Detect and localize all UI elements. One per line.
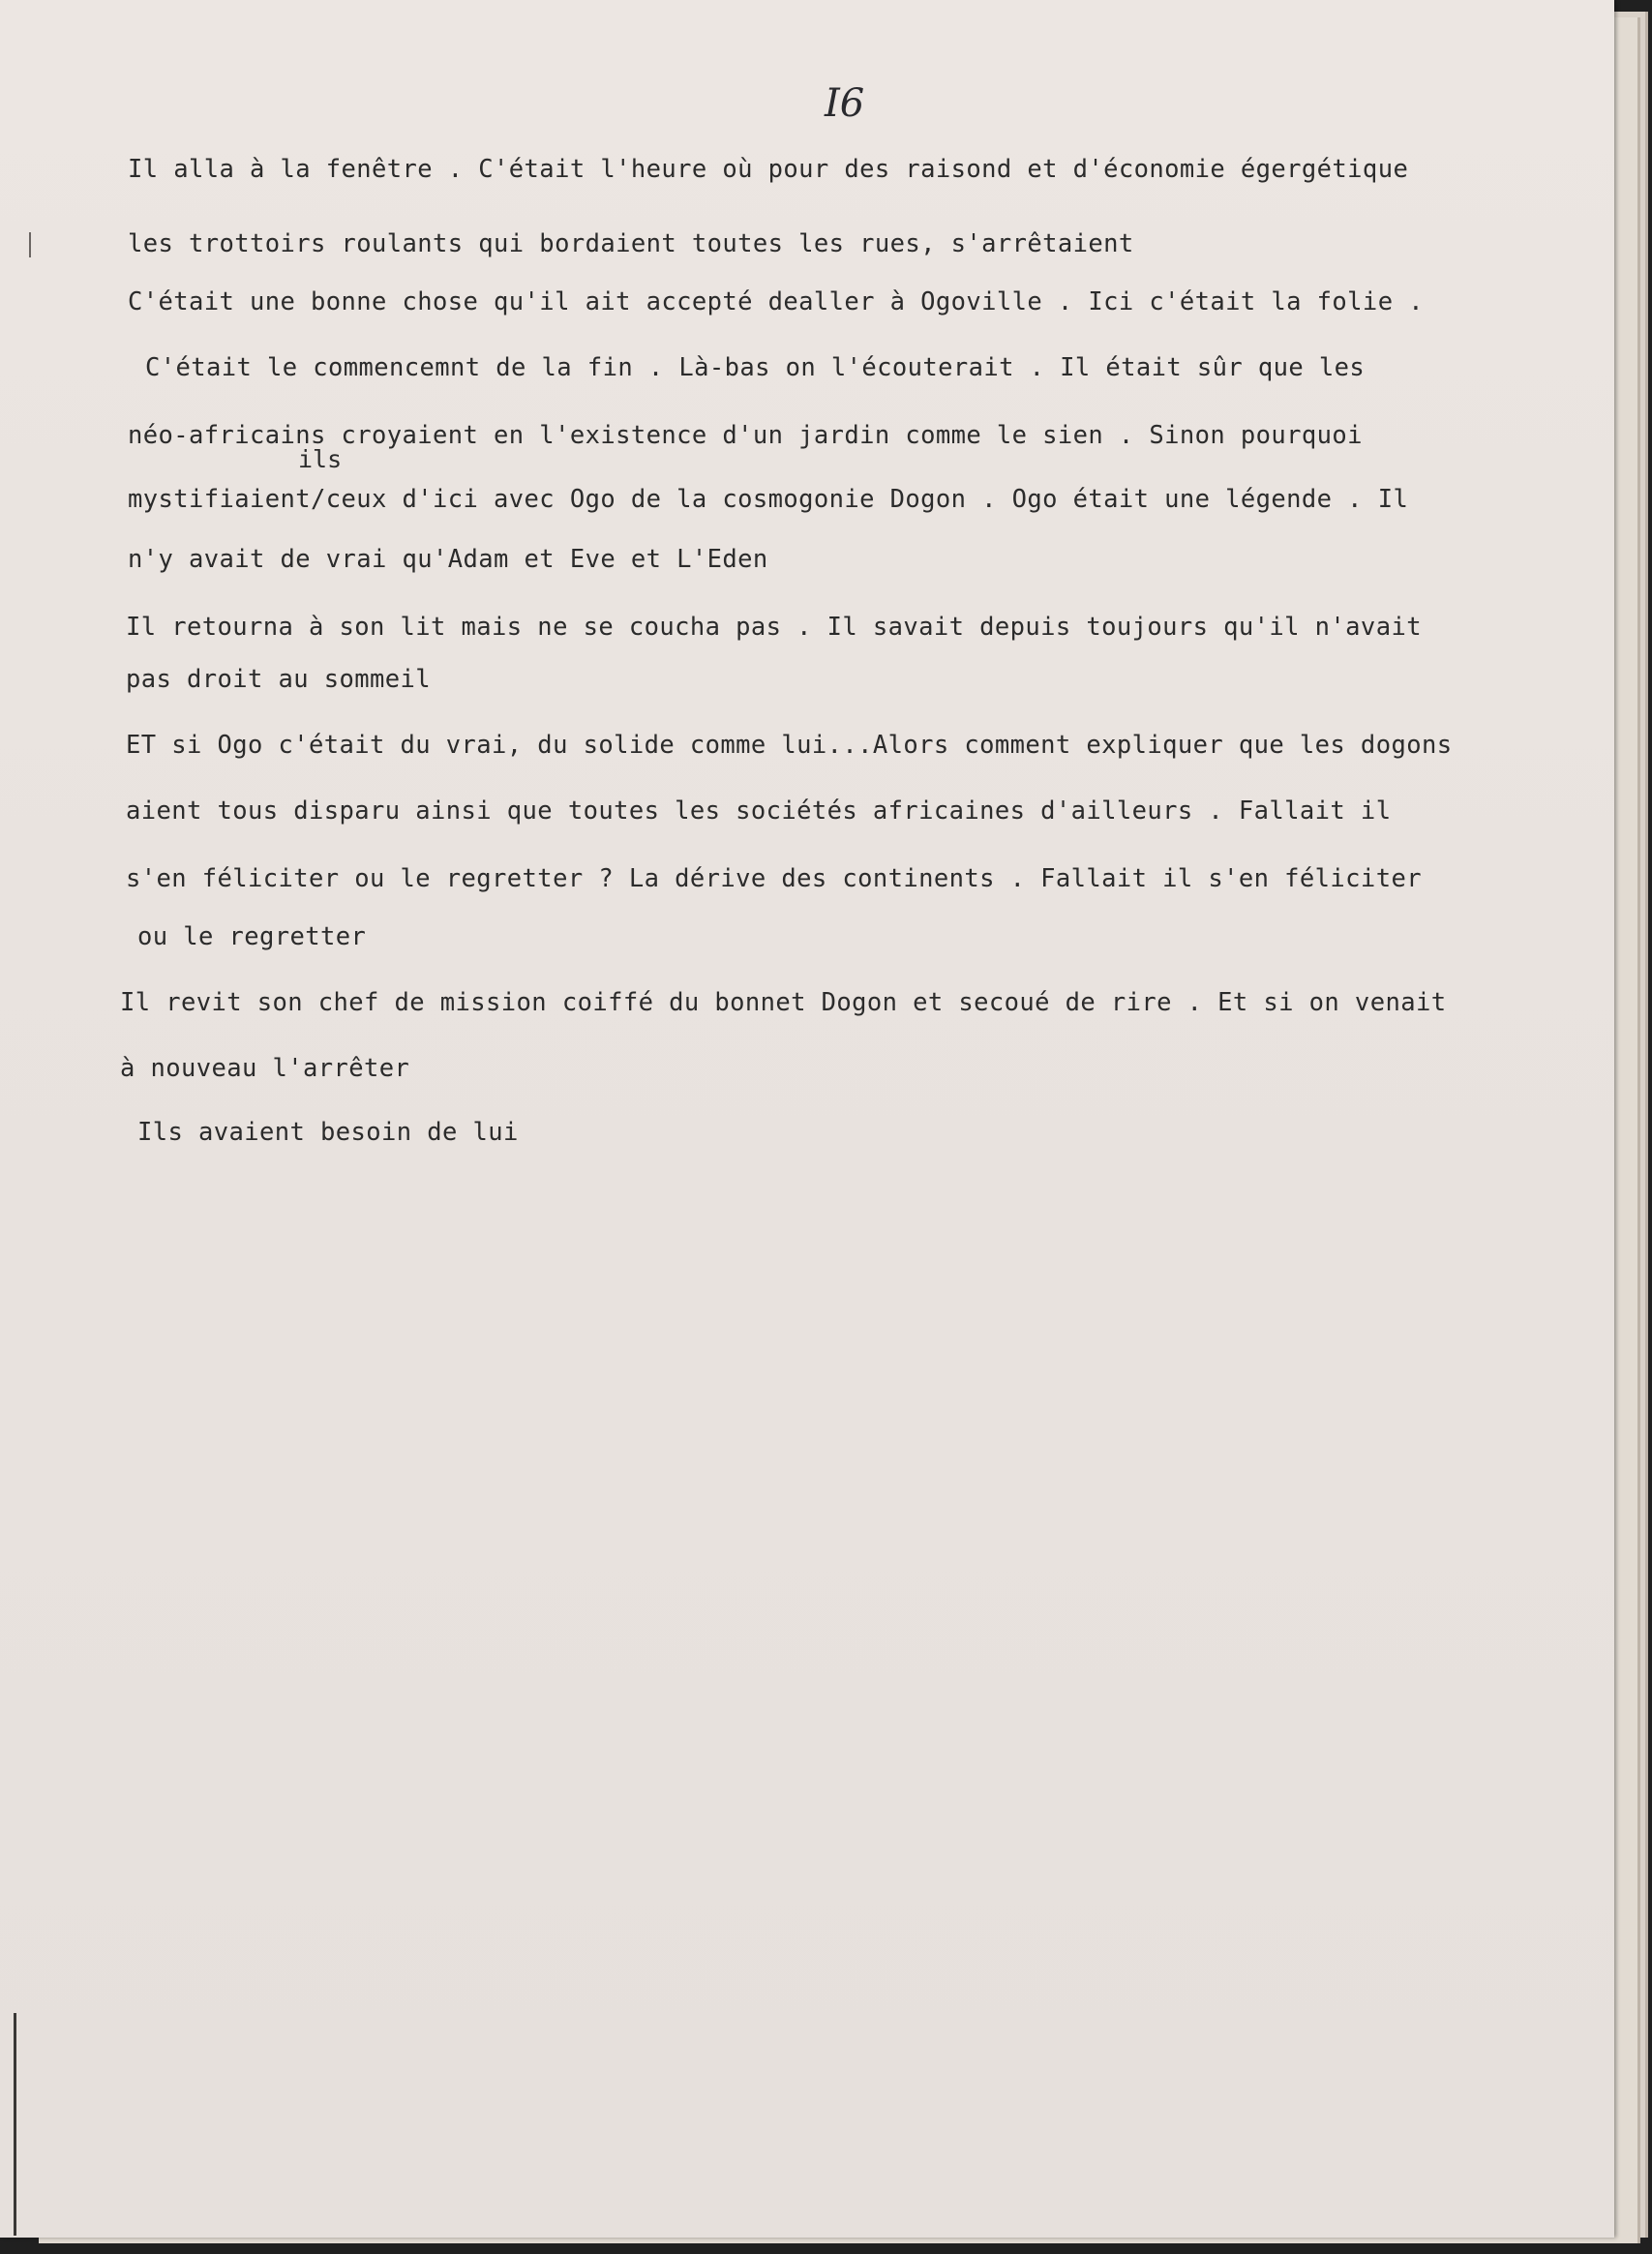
text-line: Ils avaient besoin de lui <box>137 1118 519 1147</box>
text-line: néo-africains croyaient en l'existence d'un jardin comme le sien . Sinon pourquoi <box>128 421 1363 450</box>
text-line: C'était une bonne chose qu'il ait accepté dealler à Ogoville . Ici c'était la folie . <box>128 287 1424 316</box>
text-line: pas droit au sommeil <box>126 665 432 694</box>
text-line: ou le regretter <box>137 922 367 951</box>
text-line: C'était le commencemnt de la fin . Là-bas on l'écouterait . Il était sûr que les <box>145 353 1366 382</box>
text-line: Il retourna à son lit mais ne se coucha pas . Il savait depuis toujours qu'il n'avait <box>126 613 1422 642</box>
text-line: ET si Ogo c'était du vrai, du solide comme lui...Alors comment expliquer que les dogons <box>126 731 1453 760</box>
interlinear-insertion: ils <box>298 445 343 473</box>
margin-mark <box>29 232 31 257</box>
text-line: aient tous disparu ainsi que toutes les sociétés africaines d'ailleurs . Fallait il <box>126 796 1392 826</box>
text-line: Il alla à la fenêtre . C'était l'heure où pour des raisond et d'économie égergétique <box>128 155 1409 184</box>
text-line: les trottoirs roulants qui bordaient toutes les rues, s'arrêtaient <box>128 229 1134 258</box>
text-line: mystifiaient/ceux d'ici avec Ogo de la cosmogonie Dogon . Ogo était une légende . Il <box>128 485 1409 514</box>
text-line: s'en féliciter ou le regretter ? La dérive des continents . Fallait il s'en féliciter <box>126 864 1422 893</box>
page-edge-shadow <box>14 2013 16 2236</box>
text-line: à nouveau l'arrêter <box>120 1054 410 1083</box>
text-line: n'y avait de vrai qu'Adam et Eve et L'Eden <box>128 545 768 574</box>
text-line: Il revit son chef de mission coiffé du bonnet Dogon et secoué de rire . Et si on venait <box>120 988 1447 1017</box>
page-number: I6 <box>825 81 865 126</box>
